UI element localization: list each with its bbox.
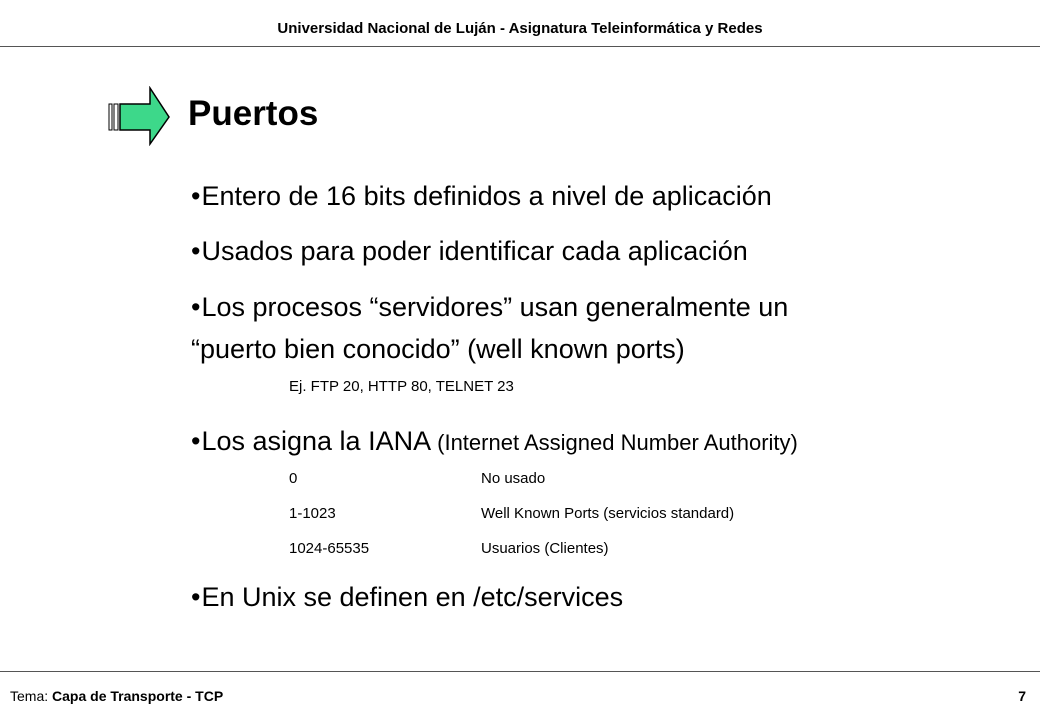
ports-example: Ej. FTP 20, HTTP 80, TELNET 23 bbox=[289, 378, 514, 395]
bullet-server-processes: •Los procesos “servidores” usan generalmente un bbox=[191, 292, 789, 322]
port-range-value: 1-1023 bbox=[289, 505, 336, 522]
bullet-iana: •Los asigna la IANA (Internet Assigned Number Authority) bbox=[191, 426, 798, 456]
bullet-server-processes-continued: “puerto bien conocido” (well known ports) bbox=[191, 334, 685, 364]
green-arrow-icon bbox=[108, 86, 170, 146]
page-number: 7 bbox=[1018, 688, 1026, 704]
header-divider bbox=[0, 46, 1040, 47]
port-range-description: Well Known Ports (servicios standard) bbox=[481, 505, 735, 522]
slide-title: Puertos bbox=[188, 94, 319, 133]
bullet-identify-application: •Usados para poder identificar cada aplicación bbox=[191, 236, 748, 266]
bullet-unix-services: •En Unix se definen en /etc/services bbox=[191, 582, 624, 612]
port-range-value: 0 bbox=[289, 470, 298, 487]
header-title: Universidad Nacional de Luján - Asignatura Teleinformática y Redes bbox=[277, 20, 763, 37]
footer-topic: Tema: Capa de Transporte - TCP bbox=[10, 688, 224, 704]
port-range-value: 1024-65535 bbox=[289, 540, 370, 557]
footer-divider bbox=[0, 671, 1040, 672]
bullet-16-bit-integer: •Entero de 16 bits definidos a nivel de aplicación bbox=[191, 181, 772, 211]
port-range-description: Usuarios (Clientes) bbox=[481, 540, 609, 557]
port-range-description: No usado bbox=[481, 470, 546, 487]
